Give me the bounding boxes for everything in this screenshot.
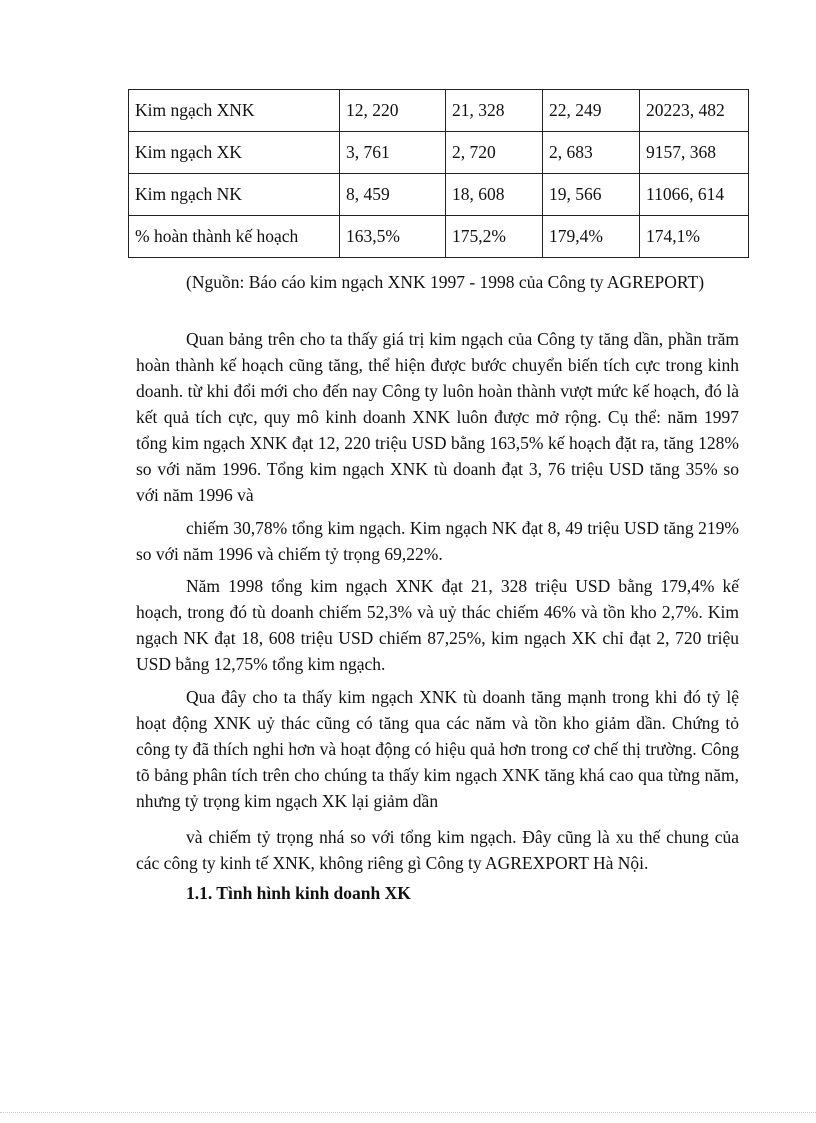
table-cell: Kim ngạch XK [129,132,340,174]
table-cell: Kim ngạch NK [129,174,340,216]
table-cell: 3, 761 [340,132,446,174]
page-footer-divider [0,1112,816,1113]
paragraph: Qua đây cho ta thấy kim ngạch XNK tù doanh tăng mạnh trong khi đó tỷ lệ hoạt động XNK uỷ thác cũng có tăng qua các năm và tồn kho giảm dần. Chứng tỏ công ty đã thích nghi hơn và hoạt động có hiệu quả hơn trong cơ chế thị trường. Công tõ bảng phân tích trên cho chúng ta thấy kim ngạch XNK tăng khá cao qua từng năm, nhưng tỷ trọng kim ngạch XK lại giảm dần [136,687,739,811]
import-export-table [128,89,749,258]
table-cell: 22, 249 [543,90,640,132]
paragraph: Quan bảng trên cho ta thấy giá trị kim ngạch của Công ty tăng dần, phần trăm hoàn thành kế hoạch cũng tăng, thể hiện được bước chuyển biến tích cực trong kinh doanh. từ khi đổi mới cho đến nay Công ty luôn hoàn thành vượt mức kế hoạch, đó là kết quả tích cực, quy mô kinh doanh XNK luôn được mở rộng. Cụ thể: năm 1997 tổng kim ngạch XNK đạt 12, 220 triệu USD bằng 163,5% kế hoạch đặt ra, tăng 128% so với năm 1996. Tổng kim ngạch XNK tù doanh đạt 3, 76 triệu USD tăng 35% so với năm 1996 và [136,329,739,505]
table-cell: % hoàn thành kế hoạch [129,216,340,258]
table-cell: 2, 683 [543,132,640,174]
table-cell: 19, 566 [543,174,640,216]
table-row [129,216,749,258]
table-cell: 11066, 614 [640,174,749,216]
table-cell: 174,1% [640,216,749,258]
table-row [129,132,749,174]
table-cell: 18, 608 [446,174,543,216]
table-cell: 8, 459 [340,174,446,216]
source-note: (Nguồn: Báo cáo kim ngạch XNK 1997 - 1998 của Công ty AGREPORT) [186,272,705,292]
table-cell: 175,2% [446,216,543,258]
table-cell: 163,5% [340,216,446,258]
table-cell: 9157, 368 [640,132,749,174]
table-cell: 179,4% [543,216,640,258]
section-heading: 1.1. Tình hình kinh doanh XK [186,883,411,903]
table-cell: 12, 220 [340,90,446,132]
table-cell: 20223, 482 [640,90,749,132]
table-row [129,90,749,132]
table-cell: Kim ngạch XNK [129,90,340,132]
paragraph: Năm 1998 tổng kim ngạch XNK đạt 21, 328 triệu USD bằng 179,4% kế hoạch, trong đó tù doanh chiếm 52,3% và uỷ thác chiếm 46% và tồn kho 2,7%. Kim ngạch NK đạt 18, 608 triệu USD chiếm 87,25%, kim ngạch XK chỉ đạt 2, 720 triệu USD bằng 12,75% tổng kim ngạch. [136,576,739,674]
table-cell: 2, 720 [446,132,543,174]
table-cell: 21, 328 [446,90,543,132]
table-row [129,174,749,216]
paragraph: và chiếm tỷ trọng nhá so với tổng kim ngạch. Đây cũng là xu thế chung của các công ty kinh tế XNK, không riêng gì Công ty AGREXPORT Hà Nội. [136,827,739,873]
paragraph: chiếm 30,78% tổng kim ngạch. Kim ngạch NK đạt 8, 49 triệu USD tăng 219% so với năm 1996 và chiếm tỷ trọng 69,22%. [136,518,739,564]
